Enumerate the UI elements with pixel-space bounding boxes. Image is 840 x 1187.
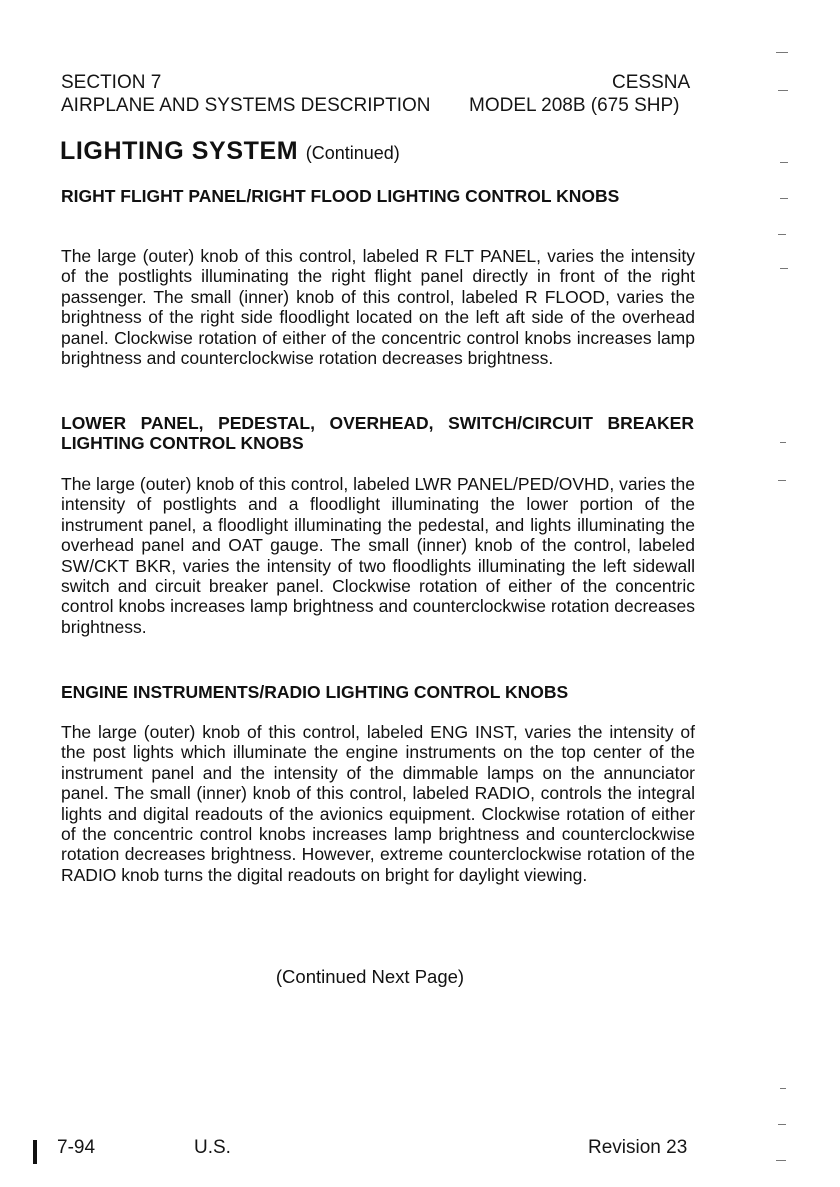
section-heading-right-flight-panel: RIGHT FLIGHT PANEL/RIGHT FLOOD LIGHTING CONTROL KNOBS (61, 186, 620, 206)
title-main: LIGHTING SYSTEM (60, 137, 299, 165)
revision-bar (33, 1140, 37, 1164)
continued-note: (Continued Next Page) (275, 966, 465, 987)
section-label: SECTION 7 (61, 72, 162, 93)
section-body-engine-instruments: The large (outer) knob of this control, labeled ENG INST, varies the intensity of the post lights which illuminate the engine instruments on the top center of the instrument panel and the intensity of the dimmable lamps on the annunciator panel. The small (inner) knob of this control, labeled RADIO, controls the integral lights and digital readouts of the avionics equipment. Clockwise rotation of either of the concentric control knobs increases lamp brightness and counterclockwise rotation decreases brightness. However, extreme counterclockwise rotation of the RADIO knob turns the digital readouts on bright for daylight viewing. (61, 722, 695, 885)
section-body-lower-panel: The large (outer) knob of this control, labeled LWR PANEL/PED/OVHD, varies the intensity of postlights and a floodlight illuminating the lower portion of the instrument panel, a floodlight illuminating the pedestal, and lights illuminating the overhead panel and OAT gauge. The small (inner) knob of the control, labeled SW/CKT BKR, varies the intensity of two floodlights illuminating the left sidewall switch and circuit breaker panel. Clockwise rotation of either of the concentric control knobs increases lamp brightness and counterclockwise rotation decreases brightness. (61, 474, 695, 637)
section-body-right-flight-panel: The large (outer) knob of this control, labeled R FLT PANEL, varies the intensity of the postlights illuminating the right flight panel directly in front of the right passenger. The small (inner) knob of this control, labeled R FLOOD, varies the brightness of the right side floodlight located on the left aft side of the overhead panel. Clockwise rotation of either of the concentric control knobs increases lamp brightness and counterclockwise rotation decreases brightness. (61, 246, 695, 369)
page-title (60, 137, 400, 166)
title-continued: (Continued) (305, 143, 400, 163)
region-label: U.S. (194, 1137, 231, 1158)
section-title: AIRPLANE AND SYSTEMS DESCRIPTION (61, 95, 431, 116)
manufacturer: CESSNA (612, 72, 691, 93)
page-number: 7-94 (57, 1137, 96, 1158)
model-designation: MODEL 208B (675 SHP) (469, 95, 680, 116)
section-heading-engine-instruments: ENGINE INSTRUMENTS/RADIO LIGHTING CONTROL KNOBS (61, 682, 569, 702)
revision-label: Revision 23 (588, 1137, 688, 1158)
section-heading-lower-panel: LOWER PANEL, PEDESTAL, OVERHEAD, SWITCH/CIRCUIT BREAKER LIGHTING CONTROL KNOBS (61, 413, 694, 453)
